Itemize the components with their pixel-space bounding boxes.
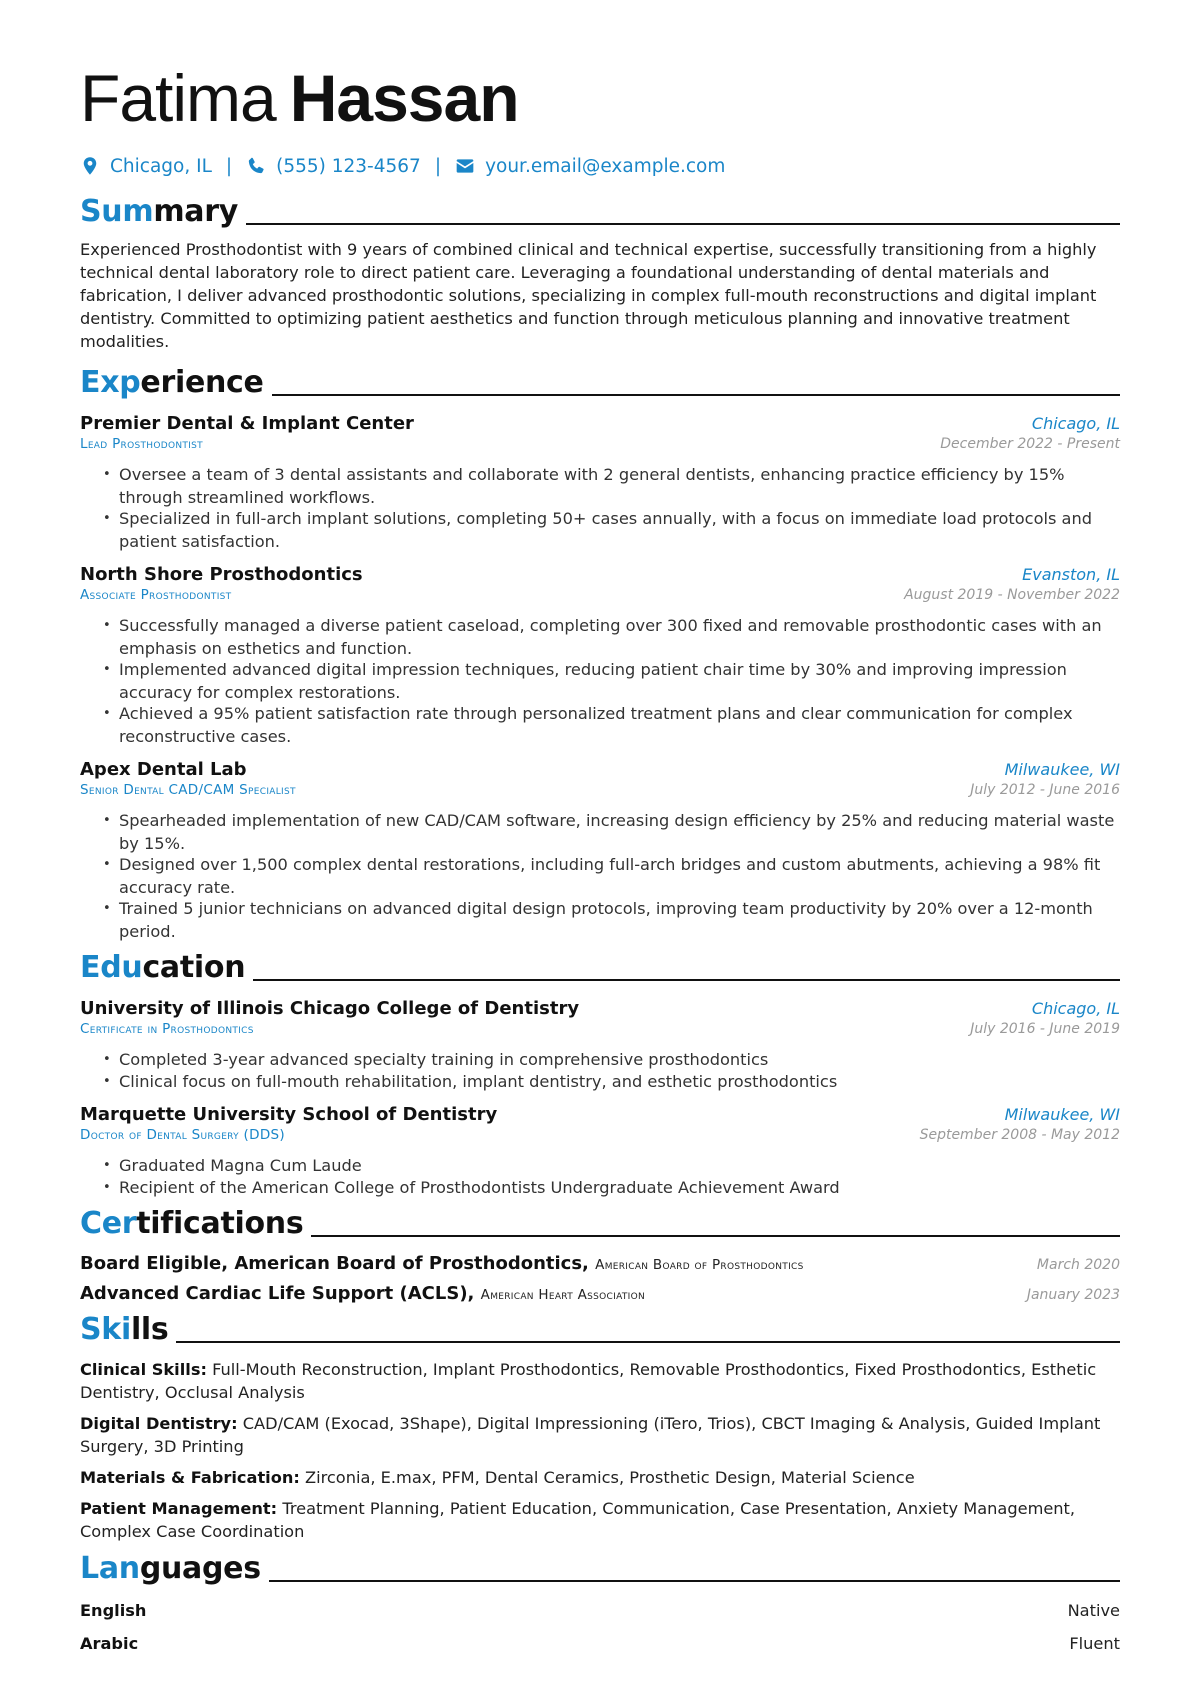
job-title: Associate Prosthodontist	[80, 587, 232, 603]
education-entry	[80, 1104, 1120, 1199]
language-level: Fluent	[1069, 1634, 1120, 1653]
skill-label: Clinical Skills:	[80, 1360, 207, 1379]
language-name: Arabic	[80, 1634, 139, 1653]
list-item: • Achieved a 95% patient satisfaction rate through personalized treatment plans and clear communication for complex reconstructive cases.	[119, 703, 1120, 748]
language-item	[80, 1600, 1120, 1622]
list-item: • Oversee a team of 3 dental assistants and collaborate with 2 general dentists, enhancing practice efficiency by 15% through streamlined workflows.	[119, 464, 1120, 509]
section-heading	[80, 1200, 1120, 1244]
skill-values: CAD/CAM (Exocad, 3Shape), Digital Impressioning (iTero, Trios), CBCT Imaging & Analysis, Guided Implant Surgery, 3D Printing	[80, 1414, 1101, 1456]
education-entry	[80, 998, 1120, 1093]
section-heading	[80, 944, 1120, 988]
skill-label: Digital Dentistry:	[80, 1414, 238, 1433]
school-location: Milwaukee, WI	[1004, 1105, 1120, 1124]
job-location: Evanston, IL	[1022, 565, 1120, 584]
last-name: Hassan	[289, 61, 519, 135]
experience-entry	[80, 564, 1120, 748]
contact-separator: |	[225, 155, 233, 177]
section-heading	[80, 1545, 1120, 1589]
job-title: Lead Prosthodontist	[80, 436, 203, 452]
list-item: • Recipient of the American College of Prosthodontists Undergraduate Achievement Award	[119, 1177, 1120, 1200]
contact-location	[80, 156, 212, 177]
list-item: • Designed over 1,500 complex dental restorations, including full-arch bridges and custom abutments, achieving a 98% fit accuracy rate.	[119, 854, 1120, 899]
education-dates: July 2016 - June 2019	[970, 1021, 1120, 1037]
contact-phone[interactable]	[246, 156, 421, 177]
certification-issuer: American Board of Prosthodontics	[595, 1257, 804, 1273]
skill-label: Patient Management:	[80, 1499, 278, 1518]
skill-group	[80, 1412, 1120, 1458]
education-section	[80, 944, 1120, 1199]
employer-name: North Shore Prosthodontics	[80, 564, 363, 585]
phone-text: (555) 123-4567	[276, 155, 421, 177]
name-heading	[80, 30, 1120, 138]
certification-name: Board Eligible, American Board of Prosthodontics	[80, 1253, 583, 1274]
school-name: University of Illinois Chicago College of Dentistry	[80, 998, 580, 1019]
school-location: Chicago, IL	[1031, 999, 1120, 1018]
phone-icon	[246, 156, 266, 176]
list-item: • Spearheaded implementation of new CAD/CAM software, increasing design efficiency by 25% and reducing material waste by 15%.	[119, 810, 1120, 855]
email-link: your.email@example.com	[485, 155, 726, 177]
job-dates: December 2022 - Present	[940, 436, 1120, 452]
summary-section	[80, 188, 1120, 353]
section-rule	[269, 1580, 1120, 1582]
section-heading	[80, 188, 1120, 232]
job-title: Senior Dental CAD/CAM Specialist	[80, 782, 296, 798]
skill-label: Materials & Fabrication:	[80, 1468, 300, 1487]
section-rule	[311, 1235, 1120, 1237]
skill-values: Full-Mouth Reconstruction, Implant Prosthodontics, Removable Prosthodontics, Fixed Prosthodontics, Esthetic Dentistry, Occlusal Analysis	[80, 1360, 1097, 1402]
languages-section	[80, 1545, 1120, 1655]
section-rule	[272, 394, 1120, 396]
skills-section	[80, 1306, 1120, 1543]
job-location: Chicago, IL	[1031, 414, 1120, 433]
language-item	[80, 1633, 1120, 1655]
resume-page	[80, 30, 1120, 1655]
certification-name: Advanced Cardiac Life Support (ACLS)	[80, 1283, 468, 1304]
section-rule	[253, 979, 1120, 981]
certifications-section	[80, 1200, 1120, 1304]
contact-separator: |	[434, 155, 442, 177]
summary-text: Experienced Prosthodontist with 9 years of combined clinical and technical expertise, successfully transitioning from a highly technical dental laboratory role to direct patient care. Leveraging a foundational understanding of dental materials and fabrication, I deliver advanced prosthodontic solutions, specializing in complex full-mouth reconstructions and digital implant dentistry. Committed to optimizing patient aesthetics and function through meticulous planning and innovative treatment modalities.	[80, 240, 1097, 351]
experience-entry	[80, 759, 1120, 943]
job-location: Milwaukee, WI	[1004, 760, 1120, 779]
experience-section	[80, 359, 1120, 943]
section-heading	[80, 1306, 1120, 1350]
list-item: • Trained 5 junior technicians on advanced digital design protocols, improving team productivity by 20% over a 12-month period.	[119, 898, 1120, 943]
section-title: Skills	[80, 1312, 169, 1347]
skill-group	[80, 1466, 1120, 1489]
section-rule	[176, 1341, 1120, 1343]
education-dates: September 2008 - May 2012	[919, 1127, 1120, 1143]
experience-entry	[80, 413, 1120, 553]
certification-item: Board Eligible, American Board of Prosthodontics, American Board of Prosthodontics March 2020	[80, 1253, 1120, 1274]
envelope-icon	[455, 156, 475, 176]
list-item: • Completed 3-year advanced specialty training in comprehensive prosthodontics	[119, 1049, 1120, 1072]
language-name: English	[80, 1601, 147, 1620]
section-title: Languages	[80, 1551, 261, 1586]
language-level: Native	[1067, 1601, 1120, 1620]
certification-item: Advanced Cardiac Life Support (ACLS), American Heart Association January 2023	[80, 1283, 1120, 1304]
job-dates: July 2012 - June 2016	[970, 782, 1120, 798]
skill-group	[80, 1358, 1120, 1404]
bullet-list	[80, 810, 1120, 943]
certification-date: March 2020	[1036, 1257, 1120, 1273]
section-title: Education	[80, 950, 246, 985]
employer-name: Apex Dental Lab	[80, 759, 247, 780]
degree-title: Certificate in Prosthodontics	[80, 1021, 254, 1037]
bullet-list	[80, 1049, 1120, 1093]
bullet-list	[80, 464, 1120, 553]
section-title: Summary	[80, 194, 238, 229]
map-pin-icon	[80, 156, 100, 176]
section-title: Experience	[80, 365, 264, 400]
list-item: • Implemented advanced digital impression techniques, reducing patient chair time by 30% and improving impression accuracy for complex restorations.	[119, 659, 1120, 704]
contact-bar	[80, 150, 1120, 182]
bullet-list	[80, 615, 1120, 748]
skill-group	[80, 1497, 1120, 1543]
bullet-list	[80, 1155, 1120, 1199]
first-name: Fatima	[80, 61, 276, 135]
certification-issuer: American Heart Association	[480, 1287, 646, 1303]
list-item: • Clinical focus on full-mouth rehabilitation, implant dentistry, and esthetic prosthodontics	[119, 1071, 1120, 1094]
section-heading	[80, 359, 1120, 403]
certification-date: January 2023	[1026, 1287, 1120, 1303]
employer-name: Premier Dental & Implant Center	[80, 413, 414, 434]
job-dates: August 2019 - November 2022	[904, 587, 1120, 603]
section-title: Certifications	[80, 1206, 304, 1241]
section-rule	[246, 223, 1120, 225]
list-item: • Graduated Magna Cum Laude	[119, 1155, 1120, 1178]
skill-values: Treatment Planning, Patient Education, Communication, Case Presentation, Anxiety Management, Complex Case Coordination	[80, 1499, 1076, 1541]
location-text: Chicago, IL	[110, 155, 212, 177]
degree-title: Doctor of Dental Surgery (DDS)	[80, 1127, 285, 1143]
skill-values: Zirconia, E.max, PFM, Dental Ceramics, Prosthetic Design, Material Science	[305, 1468, 915, 1487]
contact-email[interactable]	[455, 156, 725, 177]
list-item: • Successfully managed a diverse patient caseload, completing over 300 fixed and removable prosthodontic cases with an emphasis on esthetics and function.	[119, 615, 1120, 660]
list-item: • Specialized in full-arch implant solutions, completing 50+ cases annually, with a focus on immediate load protocols and patient satisfaction.	[119, 508, 1120, 553]
school-name: Marquette University School of Dentistry	[80, 1104, 498, 1125]
